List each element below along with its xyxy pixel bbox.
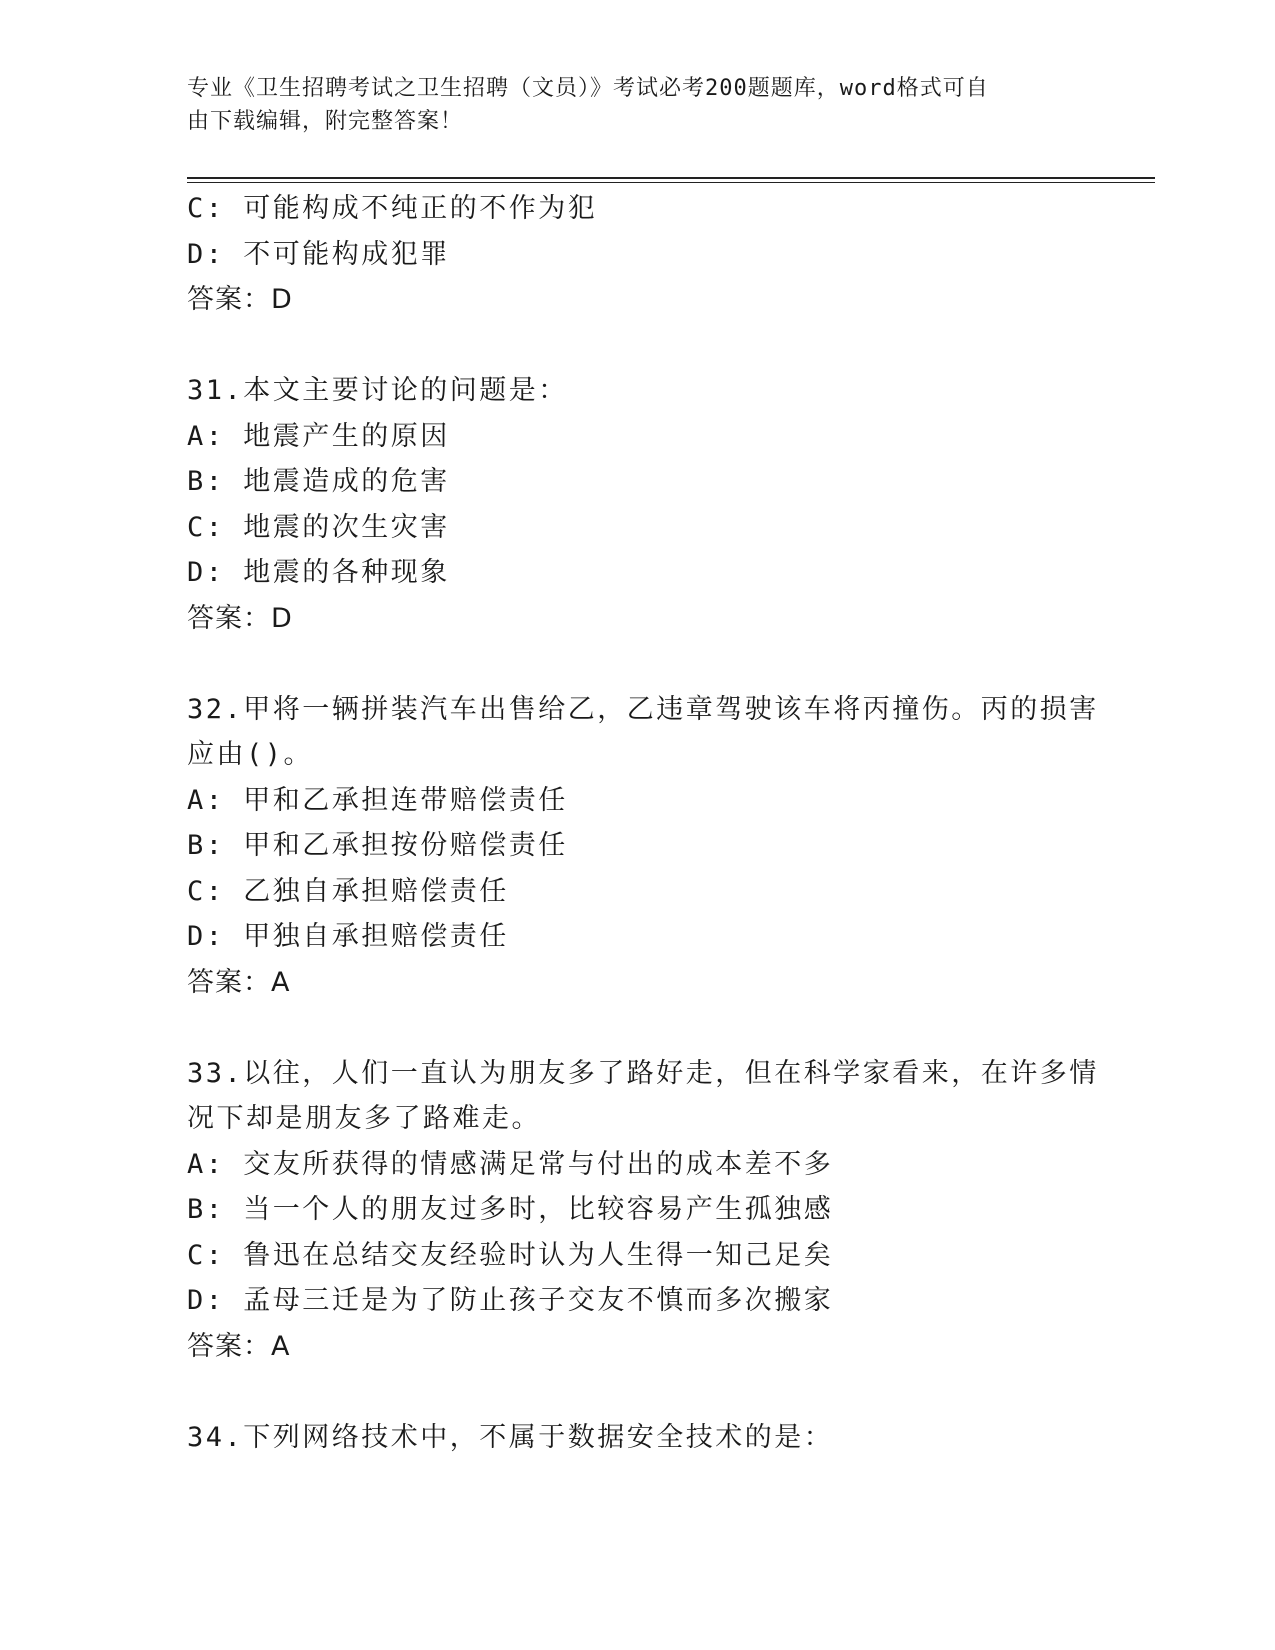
option-b: B: 甲和乙承担按份赔偿责任 [187, 830, 568, 861]
question-33 [187, 1051, 1099, 1370]
question-32 [187, 687, 1099, 1006]
question-stem-line-1: 33.以往，人们一直认为朋友多了路好走，但在科学家看来，在许多情 [187, 1057, 1099, 1089]
answer-line: 答案：A [187, 1330, 291, 1362]
answer-line: 答案：A [187, 966, 291, 998]
question-31 [187, 368, 1087, 641]
header-divider-thin [187, 182, 1155, 183]
option-a: A: 交友所获得的情感满足常与付出的成本差不多 [187, 1148, 834, 1180]
spacer [187, 641, 1087, 687]
question-content [187, 186, 1099, 1460]
spacer [187, 1369, 1087, 1415]
question-stem-line-2: 况下却是朋友多了路难走。 [187, 1103, 541, 1134]
answer-line: 答案：D [187, 284, 293, 315]
spacer [187, 323, 1087, 369]
question-stem-line-1: 32.甲将一辆拼装汽车出售给乙，乙违章驾驶该车将丙撞伤。丙的损害 [187, 693, 1099, 725]
question-34 [187, 1415, 1087, 1461]
option-d: D: 不可能构成犯罪 [187, 238, 450, 270]
option-a: A: 甲和乙承担连带赔偿责任 [187, 784, 568, 816]
header-divider-thick [187, 177, 1155, 179]
document-header [187, 72, 1067, 138]
header-line-2: 由下载编辑，附完整答案！ [187, 109, 464, 134]
option-d: D: 地震的各种现象 [187, 557, 450, 588]
option-d: D: 甲独自承担赔偿责任 [187, 921, 509, 952]
option-a: A: 地震产生的原因 [187, 420, 450, 452]
option-c: C: 乙独自承担赔偿责任 [187, 875, 509, 907]
spacer [187, 1005, 1087, 1051]
question-30-tail [187, 186, 1087, 323]
question-stem: 34.下列网络技术中，不属于数据安全技术的是： [187, 1421, 834, 1453]
option-b: B: 当一个人的朋友过多时，比较容易产生孤独感 [187, 1194, 834, 1225]
answer-line: 答案：D [187, 602, 293, 634]
option-c: C: 地震的次生灾害 [187, 511, 450, 543]
option-b: B: 地震造成的危害 [187, 466, 450, 497]
option-c: C: 可能构成不纯正的不作为犯 [187, 193, 598, 224]
option-d: D: 孟母三迁是为了防止孩子交友不慎而多次搬家 [187, 1285, 834, 1316]
question-stem-line-2: 应由()。 [187, 739, 314, 770]
header-line-1: 专业《卫生招聘考试之卫生招聘（文员）》考试必考200题题库，word格式可自 [187, 76, 989, 101]
option-c: C: 鲁迅在总结交友经验时认为人生得一知己足矣 [187, 1239, 834, 1271]
question-stem: 31.本文主要讨论的问题是： [187, 375, 568, 406]
